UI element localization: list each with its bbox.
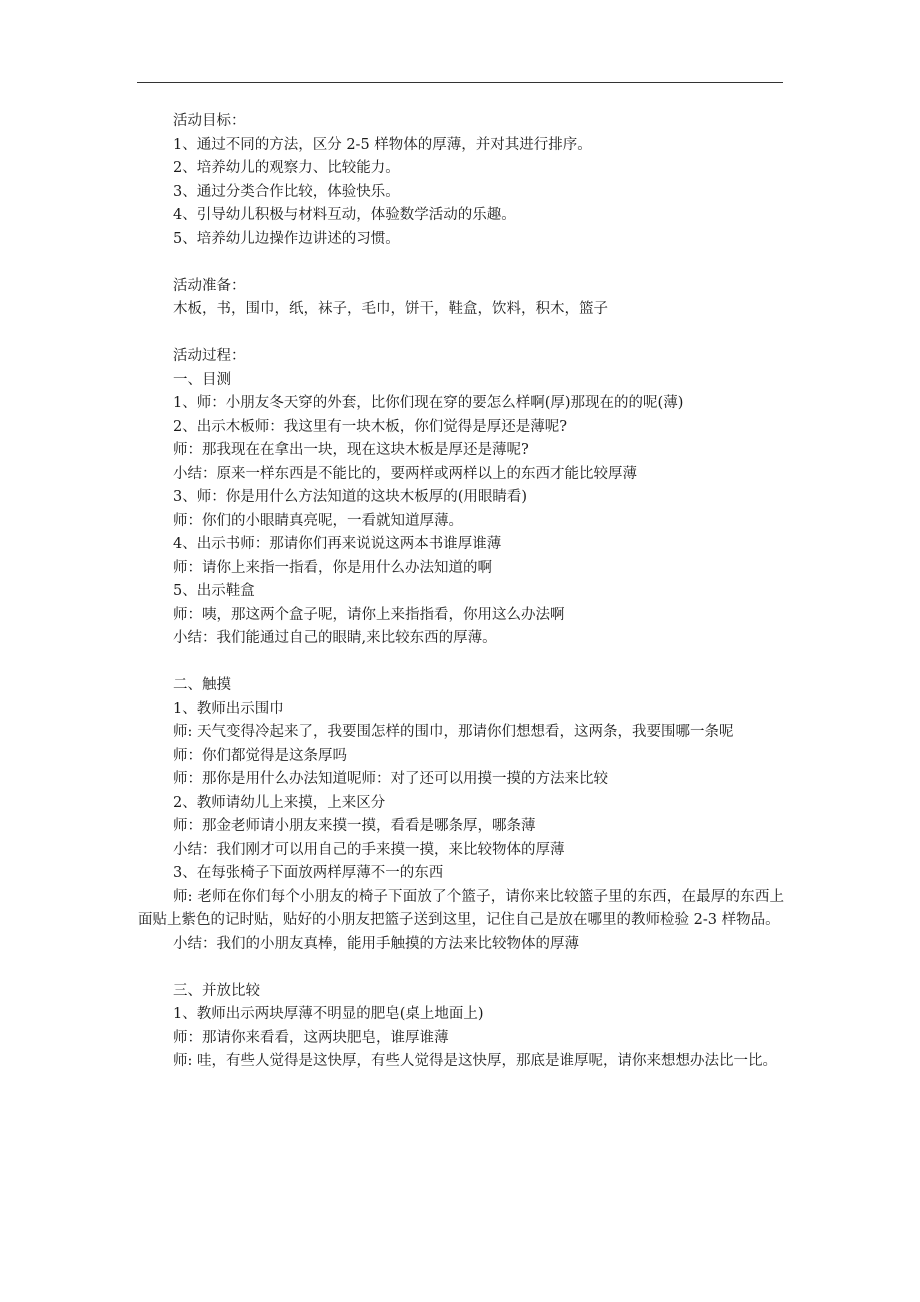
- preparation-heading: 活动准备：: [173, 277, 246, 294]
- header-rule: [137, 82, 783, 83]
- part1-line: 师：咦，那这两个盒子呢，请你上来指指看，你用这么办法啊: [173, 606, 565, 623]
- part1-line: 1、师：小朋友冬天穿的外套，比你们现在穿的要怎么样啊(厚)那现在的的呢(薄): [173, 395, 684, 411]
- part2-line: 1、教师出示围巾: [173, 700, 284, 717]
- part2-line: 小结：我们的小朋友真棒，能用手触摸的方法来比较物体的厚薄: [173, 935, 579, 952]
- part1-line: 4、出示书师：那请你们再来说说这两本书谁厚谁薄: [173, 536, 502, 552]
- objectives-section: [138, 110, 784, 251]
- preparation-section: [138, 275, 784, 322]
- part2-line: 2、教师请幼儿上来摸，上来区分: [173, 794, 386, 811]
- objective-item: 1、通过不同的方法，区分 2-5 样物体的厚薄，并对其进行排序。: [173, 136, 592, 153]
- objective-item: 2、培养幼儿的观察力、比较能力。: [173, 160, 400, 176]
- part2-paragraph: 师: 老师在你们每个小朋友的椅子下面放了个篮子，请你来比较篮子里的东西，在最厚的东西上面贴上紫色的记时贴，贴好的小朋友把篮子送到这里，记住自己是放在哪里的教师检验 2-3 样物品。: [138, 888, 784, 928]
- process-heading: 活动过程：: [173, 348, 246, 364]
- materials-list: 木板，书，围巾，纸，袜子，毛巾，饼干，鞋盒，饮料，积木，篮子: [173, 301, 608, 317]
- objectives-heading: 活动目标：: [173, 113, 246, 129]
- part2-line: 小结：我们刚才可以用自己的手来摸一摸，来比较物体的厚薄: [173, 841, 565, 858]
- part1-line: 师：你们的小眼睛真亮呢，一看就知道厚薄。: [173, 512, 463, 529]
- part1-title: 一、目测: [173, 371, 231, 388]
- document-body: [138, 110, 784, 1074]
- part1-line: 3、师：你是用什么方法知道的这块木板厚的(用眼睛看): [173, 489, 528, 505]
- part1-line: 师：那我现在在拿出一块，现在这块木板是厚还是薄呢?: [173, 442, 529, 458]
- part3-line: 师：那请你来看看，这两块肥皂，谁厚谁薄: [173, 1029, 449, 1046]
- process-section: [138, 345, 784, 1074]
- part3-line: 1、教师出示两块厚薄不明显的肥皂(桌上地面上): [173, 1006, 484, 1022]
- part3-title: 三、并放比较: [173, 982, 260, 999]
- part1-line: 5、出示鞋盒: [173, 583, 255, 599]
- part1-line: 小结：原来一样东西是不能比的，要两样或两样以上的东西才能比较厚薄: [173, 465, 637, 482]
- objective-item: 4、引导幼儿积极与材料互动，体验数学活动的乐趣。: [173, 207, 516, 223]
- part2-paragraph: 师: 天气变得冷起来了，我要围怎样的围巾，那请你们想想看，这两条，我要围哪一条呢: [173, 724, 734, 740]
- part1-line: 小结：我们能通过自己的眼睛,来比较东西的厚薄。: [173, 630, 497, 646]
- part2-line: 师：你们都觉得是这条厚吗: [173, 747, 347, 764]
- part2-title: 二、触摸: [173, 677, 231, 693]
- part2-line: 师：那金老师请小朋友来摸一摸，看看是哪条厚，哪条薄: [173, 818, 536, 834]
- part2-line: 师：那你是用什么办法知道呢师：对了还可以用摸一摸的方法来比较: [173, 771, 608, 787]
- objective-item: 5、培养幼儿边操作边讲述的习惯。: [173, 230, 400, 247]
- objective-item: 3、通过分类合作比较，体验快乐。: [173, 183, 400, 200]
- part1-line: 2、出示木板师：我这里有一块木板，你们觉得是厚还是薄呢?: [173, 418, 567, 435]
- part1-line: 师：请你上来指一指看，你是用什么办法知道的啊: [173, 559, 492, 576]
- part2-line: 3、在每张椅子下面放两样厚薄不一的东西: [173, 865, 444, 881]
- part3-paragraph: 师: 哇，有些人觉得是这快厚，有些人觉得是这快厚，那底是谁厚呢，请你来想想办法比一比。: [173, 1053, 777, 1069]
